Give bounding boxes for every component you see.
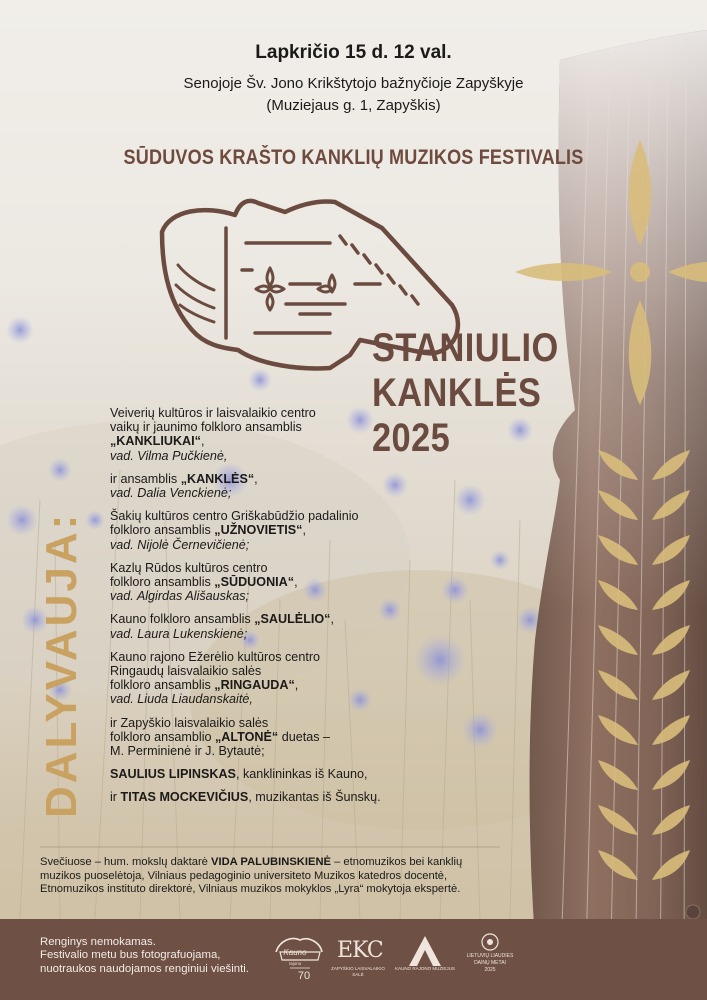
entry-line: Šakių kultūros centro Griškabūdžio padalinio bbox=[110, 509, 359, 524]
participant-entry bbox=[110, 406, 410, 463]
event-date: Lapkričio 15 d. 12 val. bbox=[255, 42, 452, 63]
ekc-logo bbox=[333, 930, 393, 986]
museum-logo-icon bbox=[405, 934, 445, 968]
guest-line bbox=[40, 856, 490, 870]
entry-line bbox=[110, 730, 410, 744]
entry-text: folkloro ansamblio bbox=[110, 729, 215, 744]
participants-list bbox=[110, 406, 410, 814]
guest-line: Etnomuzikos instituto direktorė, Vilniaus muzikos mokyklos „Lyra“ mokytoja ekspertė. bbox=[40, 883, 461, 896]
ensemble-name: „KANKLIUKAI“ bbox=[110, 434, 201, 449]
entry-text: , bbox=[200, 434, 205, 449]
entry-text: , bbox=[254, 471, 258, 486]
participants-heading: DALYVAUJA: bbox=[37, 511, 86, 818]
guest-note bbox=[40, 856, 490, 897]
museum-logo bbox=[395, 930, 455, 986]
entry-text: folkloro ansamblis bbox=[110, 575, 215, 590]
kaunas-logo-sub: rajono bbox=[288, 961, 302, 966]
performer-name: SAULIUS LIPINSKAS bbox=[110, 767, 236, 782]
participant-entry bbox=[110, 612, 410, 640]
ensemble-name: „SAULĖLIO“ bbox=[254, 612, 331, 627]
song-year-line1: LIETUVIŲ LIAUDIES bbox=[466, 953, 514, 959]
ensemble-leader: vad. Algirdas Ališauskas; bbox=[110, 589, 250, 604]
song-year-line2: DAINŲ METAI bbox=[474, 960, 506, 966]
entry-text: folkloro ansamblis bbox=[110, 678, 215, 693]
footer-line: Renginys nemokamas. bbox=[40, 936, 156, 948]
event-venue: Senojoje Šv. Jono Krikštytojo bažnyčioje Zapyškyje bbox=[183, 75, 524, 92]
footer-line: Festivalio metu bus fotografuojama, bbox=[40, 949, 221, 962]
entry-text: ir bbox=[110, 790, 121, 805]
museum-logo-caption: KAUNO RAJONO MUZIEJUS bbox=[395, 966, 455, 971]
entry-line: Ringaudų laisvalaikio salės bbox=[110, 664, 262, 679]
guest-text: – etnomuzikos bei kanklių bbox=[330, 856, 463, 868]
guest-line: muzikos puoselėtoja, Vilniaus pedagoginio universiteto Muzikos katedros docentė, bbox=[40, 869, 448, 882]
entry-line bbox=[110, 472, 410, 486]
entry-line: Kazlų Rūdos kultūros centro bbox=[110, 560, 268, 575]
entry-line bbox=[110, 790, 410, 804]
participant-entry bbox=[110, 767, 410, 781]
kaunas-logo-text: Kauno bbox=[283, 948, 307, 957]
participant-entry bbox=[110, 716, 410, 759]
entry-text: , bbox=[302, 523, 306, 538]
ensemble-leader: vad. Nijolė Černevičienė; bbox=[110, 537, 250, 552]
ekc-logo-caption: ZAPYŠKIO LAISVALAIKIO SALĖ bbox=[331, 966, 385, 977]
entry-text: Kauno folkloro ansamblis bbox=[110, 612, 255, 627]
entry-line: M. Perminienė ir J. Bytautė; bbox=[110, 744, 265, 759]
ensemble-leader: vad. Laura Lukenskienė; bbox=[110, 626, 248, 641]
footer-line: nuotraukos naudojamos renginiui viešinti. bbox=[40, 962, 249, 975]
ensemble-name: „UŽNOVIETIS“ bbox=[214, 523, 303, 538]
entry-text: , bbox=[294, 575, 298, 590]
performer-name: TITAS MOCKEVIČIUS bbox=[120, 790, 249, 805]
entry-line bbox=[110, 678, 410, 692]
entry-line: ir Zapyškio laisvalaikio salės bbox=[110, 715, 269, 730]
song-year-line3: 2025 bbox=[484, 967, 496, 973]
ensemble-name: „KANKLĖS“ bbox=[180, 471, 255, 486]
participant-entry bbox=[110, 561, 410, 604]
entry-line bbox=[110, 767, 410, 781]
participant-entry bbox=[110, 509, 410, 552]
song-year-icon bbox=[480, 932, 500, 952]
entry-line bbox=[110, 575, 410, 589]
entry-line bbox=[110, 612, 410, 626]
entry-text: , muzikantas iš Šunskų. bbox=[248, 790, 381, 805]
footer-note bbox=[40, 936, 260, 976]
brand-title-line2: KANKLĖS bbox=[372, 371, 542, 415]
entry-line: Kauno rajono Ežerėlio kultūros centro bbox=[110, 649, 321, 664]
entry-text: , kanklininkas iš Kauno, bbox=[235, 767, 368, 782]
entry-line bbox=[110, 523, 410, 537]
entry-line bbox=[110, 434, 410, 448]
entry-line bbox=[110, 420, 410, 434]
ensemble-name: „RINGAUDA“ bbox=[214, 678, 295, 693]
kaunas-district-logo bbox=[270, 930, 330, 986]
guest-name: VIDA PALUBINSKIENĖ bbox=[211, 856, 331, 868]
brand-title-line1: STANIULIO bbox=[372, 326, 559, 370]
brand-title-line3: 2025 bbox=[372, 416, 451, 460]
ekc-logo-text: EKC bbox=[337, 938, 383, 963]
ensemble-leader: vad. Vilma Pučkienė, bbox=[110, 448, 228, 463]
ensemble-leader: vad. Liuda Liaudanskaitė, bbox=[110, 692, 253, 707]
kaunas-logo-number: 70 bbox=[297, 970, 311, 982]
entry-text: ir ansamblis bbox=[110, 471, 181, 486]
ensemble-name: „SŪDUONIA“ bbox=[214, 575, 295, 590]
guest-text: Svečiuose – hum. mokslų daktarė bbox=[40, 856, 212, 868]
entry-text: vaikų ir jaunimo folkloro ansamblis bbox=[110, 420, 302, 435]
participant-entry bbox=[110, 650, 410, 707]
ensemble-name: „ALTONĖ“ bbox=[215, 729, 279, 744]
entry-text: , bbox=[330, 612, 334, 627]
participant-entry bbox=[110, 790, 410, 804]
song-year-logo bbox=[455, 930, 525, 986]
festival-title: SŪDUVOS KRAŠTO KANKLIŲ MUZIKOS FESTIVALIS bbox=[123, 146, 584, 169]
participant-entry bbox=[110, 472, 410, 500]
entry-text: duetas – bbox=[278, 729, 331, 744]
entry-text: , bbox=[294, 678, 299, 693]
ensemble-leader: vad. Dalia Venckienė; bbox=[110, 486, 232, 501]
event-address: (Muziejaus g. 1, Zapyškis) bbox=[266, 97, 441, 114]
entry-line: Veiverių kultūros ir laisvalaikio centro bbox=[110, 406, 316, 420]
entry-text: folkloro ansamblis bbox=[110, 523, 215, 538]
